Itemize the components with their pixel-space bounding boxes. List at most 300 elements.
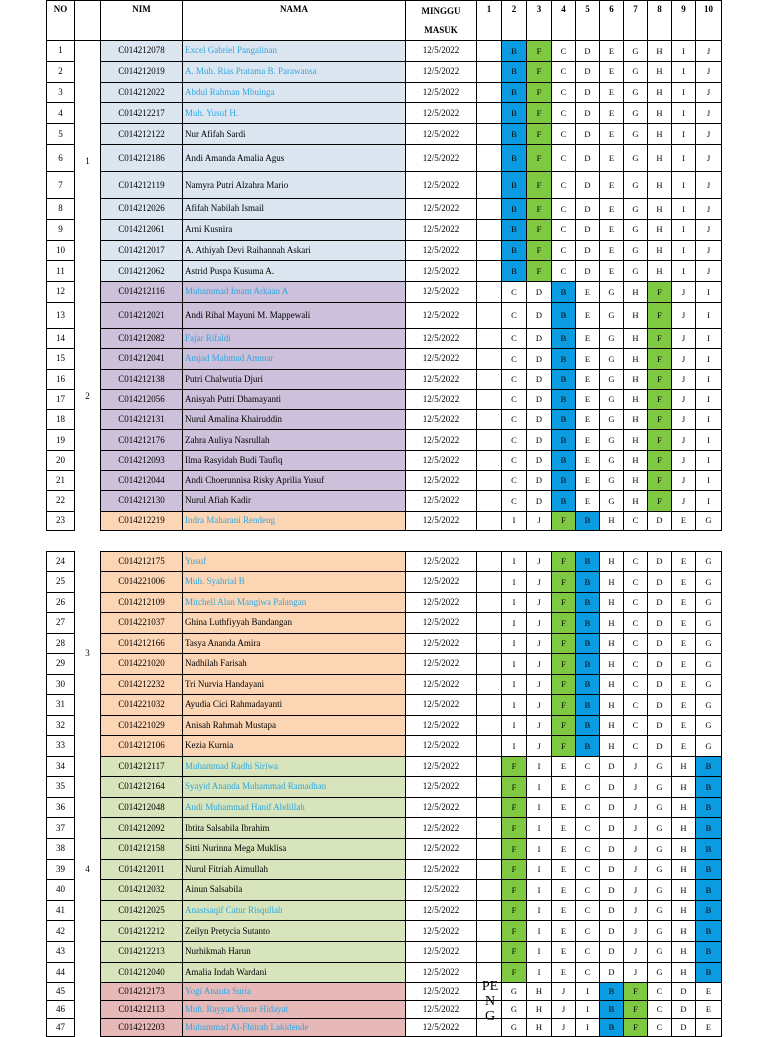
week-6-cell: D (600, 797, 624, 818)
week-1-cell (477, 61, 502, 82)
week-7-cell: G (624, 103, 648, 124)
week-10-cell: I (696, 282, 722, 302)
week-5-cell: D (576, 219, 600, 240)
row-number: 38 (47, 838, 75, 859)
minggu-masuk-cell: 12/5/2022 (406, 633, 477, 654)
week-7-cell: H (624, 389, 648, 409)
week-6-cell: H (600, 633, 624, 654)
minggu-masuk-cell: 12/5/2022 (406, 302, 477, 328)
week-2-cell: C (502, 349, 527, 369)
nim-cell: C014212119 (101, 172, 183, 199)
minggu-masuk-cell: 12/5/2022 (406, 756, 477, 777)
week-5-cell: B (576, 572, 600, 593)
table-row (47, 349, 722, 369)
minggu-masuk-cell: 12/5/2022 (406, 103, 477, 124)
week-4-cell: C (552, 124, 576, 145)
week-5-cell: B (576, 511, 600, 530)
week-10-cell: J (696, 219, 722, 240)
minggu-masuk-cell: 12/5/2022 (406, 818, 477, 839)
week-2-cell: C (502, 430, 527, 450)
nama-cell: Muh. Rayyan Yunar Hidayat (183, 1001, 406, 1019)
week-6-cell: E (600, 261, 624, 282)
nim-cell: C014212022 (101, 82, 183, 103)
week-8-cell: G (648, 900, 672, 921)
table-row (47, 715, 722, 736)
week-7-cell: H (624, 410, 648, 430)
week-3-cell: J (527, 572, 552, 593)
week-1-cell (477, 349, 502, 369)
nama-cell: Andi Rihal Mayuni M. Mappewali (183, 302, 406, 328)
row-number: 19 (47, 430, 75, 450)
week-10-cell: B (696, 880, 722, 901)
week-9-cell: I (672, 261, 696, 282)
week-5-cell: D (576, 144, 600, 171)
week-3-cell: F (527, 261, 552, 282)
week-8-cell: H (648, 82, 672, 103)
week-10-cell: J (696, 261, 722, 282)
nim-cell: C014212048 (101, 797, 183, 818)
week-6-cell: G (600, 369, 624, 389)
week-4-cell: E (552, 859, 576, 880)
week-2-cell: I (502, 633, 527, 654)
nama-cell: Ibtita Salsabila Ibrahim (183, 818, 406, 839)
week-3-cell: J (527, 613, 552, 634)
week-1-cell (477, 41, 502, 62)
week-5-cell: E (576, 369, 600, 389)
week-2-cell: I (502, 592, 527, 613)
nama-cell: Afifah Nabilah Ismail (183, 199, 406, 220)
nim-cell: C014212109 (101, 592, 183, 613)
week-9-cell: J (672, 491, 696, 511)
col-group (75, 1, 101, 41)
nim-cell: C014212025 (101, 900, 183, 921)
minggu-masuk-cell: 12/5/2022 (406, 941, 477, 962)
nim-cell: C014212116 (101, 282, 183, 302)
row-number: 5 (47, 124, 75, 145)
week-4-cell: E (552, 941, 576, 962)
row-number: 43 (47, 941, 75, 962)
week-1-cell (477, 470, 502, 490)
week-6-cell: E (600, 172, 624, 199)
week-10-cell: I (696, 369, 722, 389)
week-4-cell: F (552, 715, 576, 736)
table-body (47, 41, 722, 1037)
week-7-cell: G (624, 199, 648, 220)
col-week-5: 5 (576, 1, 600, 41)
row-number: 35 (47, 777, 75, 798)
week-9-cell: H (672, 941, 696, 962)
week-10-cell: B (696, 756, 722, 777)
week-1-cell (477, 82, 502, 103)
week-3-cell: D (527, 470, 552, 490)
nim-cell: C014212026 (101, 199, 183, 220)
week-5-cell: E (576, 470, 600, 490)
week-2-cell: I (502, 551, 527, 572)
week-7-cell: J (624, 941, 648, 962)
table-row (47, 983, 722, 1001)
week-9-cell: H (672, 962, 696, 983)
week-2-cell: G (502, 983, 527, 1001)
week-9-cell: J (672, 349, 696, 369)
week-10-cell: G (696, 674, 722, 695)
minggu-masuk-cell: 12/5/2022 (406, 240, 477, 261)
week-5-cell: D (576, 61, 600, 82)
week-8-cell: F (648, 450, 672, 470)
week-3-cell: J (527, 511, 552, 530)
week-4-cell: F (552, 633, 576, 654)
week-5-cell: E (576, 349, 600, 369)
table-row (47, 511, 722, 530)
week-3-cell: F (527, 172, 552, 199)
week-3-cell: D (527, 328, 552, 348)
nama-cell: Muhammad Al-Fhitrah Lakidende (183, 1019, 406, 1037)
week-6-cell: B (600, 1001, 624, 1019)
week-3-cell: F (527, 219, 552, 240)
week-4-cell: E (552, 921, 576, 942)
week-8-cell: F (648, 389, 672, 409)
nim-cell: C014221037 (101, 613, 183, 634)
table-row (47, 777, 722, 798)
week-7-cell: J (624, 921, 648, 942)
week-7-cell: H (624, 430, 648, 450)
week-1-cell (477, 633, 502, 654)
minggu-masuk-cell: 12/5/2022 (406, 450, 477, 470)
week-5-cell: E (576, 491, 600, 511)
week-1-cell (477, 144, 502, 171)
week-5-cell: C (576, 900, 600, 921)
row-number: 6 (47, 144, 75, 171)
week-4-cell: C (552, 61, 576, 82)
week-3-cell: J (527, 592, 552, 613)
nama-cell: Nurul Fitriah Aimullah (183, 859, 406, 880)
row-number: 47 (47, 1019, 75, 1037)
nim-cell: C014212032 (101, 880, 183, 901)
week-4-cell: E (552, 756, 576, 777)
week-6-cell: D (600, 777, 624, 798)
week-9-cell: H (672, 756, 696, 777)
week-6-cell: B (600, 983, 624, 1001)
week-5-cell: D (576, 103, 600, 124)
nim-cell: C014212175 (101, 551, 183, 572)
week-2-cell: C (502, 369, 527, 389)
week-1-cell (477, 818, 502, 839)
minggu-masuk-cell: 12/5/2022 (406, 859, 477, 880)
week-6-cell: H (600, 695, 624, 716)
week-4-cell: B (552, 470, 576, 490)
week-4-cell: C (552, 172, 576, 199)
week-6-cell: H (600, 654, 624, 675)
nama-cell: Excel Gabriel Pangalinan (183, 41, 406, 62)
week-8-cell: G (648, 838, 672, 859)
week-5-cell: E (576, 389, 600, 409)
row-number: 37 (47, 818, 75, 839)
week-10-cell: B (696, 900, 722, 921)
nama-cell: Yusuf (183, 551, 406, 572)
week-7-cell: F (624, 1001, 648, 1019)
row-number: 22 (47, 491, 75, 511)
week-3-cell: F (527, 199, 552, 220)
week-1-cell (477, 511, 502, 530)
minggu-masuk-cell: 12/5/2022 (406, 797, 477, 818)
table-row (47, 219, 722, 240)
col-no: NO (47, 1, 75, 41)
nama-cell: Nurul Afiah Kadir (183, 491, 406, 511)
week-10-cell: G (696, 736, 722, 757)
week-4-cell: F (552, 511, 576, 530)
week-7-cell: C (624, 654, 648, 675)
row-number: 30 (47, 674, 75, 695)
week-9-cell: H (672, 838, 696, 859)
nama-cell: Anastsaqif Catur Risqullah (183, 900, 406, 921)
week-2-cell: I (502, 736, 527, 757)
week-2-cell: F (502, 859, 527, 880)
week-9-cell: I (672, 240, 696, 261)
week-2-cell: B (502, 124, 527, 145)
week-9-cell: D (672, 983, 696, 1001)
minggu-masuk-cell: 12/5/2022 (406, 144, 477, 171)
week-6-cell: G (600, 349, 624, 369)
nim-cell: C014212021 (101, 302, 183, 328)
nim-cell: C014212092 (101, 818, 183, 839)
week-4-cell: F (552, 572, 576, 593)
week-9-cell: H (672, 900, 696, 921)
week-2-cell: C (502, 470, 527, 490)
side-note-line: PE (481, 979, 499, 994)
nim-cell: C014212106 (101, 736, 183, 757)
minggu-masuk-cell: 12/5/2022 (406, 736, 477, 757)
week-10-cell: G (696, 511, 722, 530)
table-row (47, 592, 722, 613)
table-row (47, 410, 722, 430)
minggu-masuk-cell: 12/5/2022 (406, 282, 477, 302)
table-row (47, 389, 722, 409)
week-6-cell: D (600, 921, 624, 942)
nim-cell: C014212164 (101, 777, 183, 798)
week-7-cell: F (624, 1019, 648, 1037)
week-3-cell: I (527, 797, 552, 818)
week-5-cell: D (576, 82, 600, 103)
week-8-cell: F (648, 328, 672, 348)
week-7-cell: J (624, 797, 648, 818)
week-4-cell: F (552, 613, 576, 634)
week-9-cell: J (672, 328, 696, 348)
week-8-cell: G (648, 941, 672, 962)
col-week-10: 10 (696, 1, 722, 41)
nim-cell: C014212011 (101, 859, 183, 880)
nama-cell: Anisah Rahmah Mustapa (183, 715, 406, 736)
week-8-cell: G (648, 797, 672, 818)
row-number: 41 (47, 900, 75, 921)
row-number: 25 (47, 572, 75, 593)
table-row (47, 962, 722, 983)
week-8-cell: C (648, 1001, 672, 1019)
week-10-cell: B (696, 797, 722, 818)
minggu-masuk-cell: 12/5/2022 (406, 654, 477, 675)
nama-cell: Amalia Indah Wardani (183, 962, 406, 983)
minggu-masuk-cell: 12/5/2022 (406, 328, 477, 348)
week-6-cell: D (600, 880, 624, 901)
week-10-cell: G (696, 695, 722, 716)
week-7-cell: G (624, 82, 648, 103)
week-9-cell: E (672, 715, 696, 736)
table-row (47, 797, 722, 818)
week-8-cell: G (648, 756, 672, 777)
week-3-cell: H (527, 1019, 552, 1037)
nama-cell: Nur Afifah Sardi (183, 124, 406, 145)
week-4-cell: B (552, 302, 576, 328)
minggu-masuk-cell: 12/5/2022 (406, 349, 477, 369)
week-7-cell: C (624, 511, 648, 530)
week-8-cell: G (648, 921, 672, 942)
minggu-masuk-cell: 12/5/2022 (406, 389, 477, 409)
nama-cell: Ayudia Cici Rahmadayanti (183, 695, 406, 716)
week-8-cell: F (648, 302, 672, 328)
week-1-cell (477, 172, 502, 199)
week-2-cell: B (502, 82, 527, 103)
week-8-cell: F (648, 491, 672, 511)
col-week-8: 8 (648, 1, 672, 41)
week-2-cell: C (502, 491, 527, 511)
week-2-cell: B (502, 199, 527, 220)
week-4-cell: C (552, 144, 576, 171)
week-10-cell: G (696, 654, 722, 675)
nama-cell: A. Muh. Rias Pratama B. Parawansa (183, 61, 406, 82)
week-8-cell: H (648, 144, 672, 171)
minggu-masuk-cell: 12/5/2022 (406, 410, 477, 430)
week-10-cell: G (696, 633, 722, 654)
week-6-cell: E (600, 103, 624, 124)
week-10-cell: E (696, 1001, 722, 1019)
nim-cell: C014212219 (101, 511, 183, 530)
nim-cell: C014221032 (101, 695, 183, 716)
minggu-masuk-cell: 12/5/2022 (406, 124, 477, 145)
week-1-cell (477, 859, 502, 880)
week-1-cell (477, 695, 502, 716)
week-1-cell (477, 777, 502, 798)
week-1-cell (477, 430, 502, 450)
week-10-cell: E (696, 983, 722, 1001)
week-6-cell: E (600, 61, 624, 82)
week-3-cell: D (527, 430, 552, 450)
week-10-cell: I (696, 491, 722, 511)
minggu-masuk-cell: 12/5/2022 (406, 695, 477, 716)
week-2-cell: F (502, 777, 527, 798)
week-6-cell: E (600, 41, 624, 62)
week-8-cell: G (648, 777, 672, 798)
week-4-cell: C (552, 103, 576, 124)
week-3-cell: D (527, 450, 552, 470)
week-2-cell: C (502, 410, 527, 430)
nim-cell: C014212117 (101, 756, 183, 777)
table-row (47, 369, 722, 389)
side-note-line: G (484, 1009, 496, 1024)
week-3-cell: J (527, 551, 552, 572)
week-8-cell: D (648, 592, 672, 613)
week-10-cell: B (696, 859, 722, 880)
week-8-cell: D (648, 572, 672, 593)
week-8-cell: D (648, 633, 672, 654)
week-7-cell: G (624, 261, 648, 282)
week-5-cell: D (576, 199, 600, 220)
week-5-cell: D (576, 41, 600, 62)
week-4-cell: B (552, 369, 576, 389)
nim-cell: C014212044 (101, 470, 183, 490)
week-7-cell: G (624, 41, 648, 62)
week-5-cell: E (576, 302, 600, 328)
minggu-masuk-cell: 12/5/2022 (406, 199, 477, 220)
week-9-cell: E (672, 695, 696, 716)
week-3-cell: J (527, 695, 552, 716)
week-4-cell: C (552, 240, 576, 261)
week-10-cell: G (696, 572, 722, 593)
week-3-cell: D (527, 491, 552, 511)
week-6-cell: E (600, 82, 624, 103)
table-row (47, 880, 722, 901)
week-2-cell: I (502, 613, 527, 634)
week-5-cell: D (576, 240, 600, 261)
week-1-cell (477, 941, 502, 962)
week-4-cell: F (552, 736, 576, 757)
col-week-6: 6 (600, 1, 624, 41)
week-9-cell: J (672, 302, 696, 328)
week-1-cell (477, 199, 502, 220)
row-number: 34 (47, 756, 75, 777)
col-week-2: 2 (502, 1, 527, 41)
week-5-cell: C (576, 777, 600, 798)
table-row (47, 572, 722, 593)
week-9-cell: H (672, 921, 696, 942)
week-7-cell: C (624, 674, 648, 695)
week-7-cell: C (624, 633, 648, 654)
week-8-cell: D (648, 715, 672, 736)
week-4-cell: F (552, 551, 576, 572)
nim-cell: C014212130 (101, 491, 183, 511)
row-number: 23 (47, 511, 75, 530)
week-3-cell: I (527, 921, 552, 942)
week-3-cell: F (527, 41, 552, 62)
week-9-cell: E (672, 613, 696, 634)
week-1-cell (477, 921, 502, 942)
nama-cell: Andi Choerunnisa Risky Aprilia Yusuf (183, 470, 406, 490)
week-5-cell: B (576, 551, 600, 572)
week-9-cell: I (672, 219, 696, 240)
table-row (47, 859, 722, 880)
week-10-cell: J (696, 82, 722, 103)
nama-cell: Fajar Rifaldi (183, 328, 406, 348)
row-number: 42 (47, 921, 75, 942)
week-10-cell: I (696, 328, 722, 348)
week-3-cell: D (527, 282, 552, 302)
week-2-cell: B (502, 240, 527, 261)
week-5-cell: C (576, 859, 600, 880)
minggu-masuk-cell: 12/5/2022 (406, 61, 477, 82)
table-row (47, 674, 722, 695)
week-1-cell (477, 282, 502, 302)
week-10-cell: I (696, 410, 722, 430)
week-2-cell: F (502, 941, 527, 962)
week-7-cell: J (624, 880, 648, 901)
week-3-cell: J (527, 736, 552, 757)
minggu-masuk-cell: 12/5/2022 (406, 491, 477, 511)
week-8-cell: H (648, 103, 672, 124)
week-1-cell (477, 880, 502, 901)
minggu-masuk-cell: 12/5/2022 (406, 369, 477, 389)
row-number: 46 (47, 1001, 75, 1019)
week-6-cell: G (600, 410, 624, 430)
nama-cell: Nurul Amalina Khairuddin (183, 410, 406, 430)
week-1-cell (477, 450, 502, 470)
week-8-cell: F (648, 282, 672, 302)
